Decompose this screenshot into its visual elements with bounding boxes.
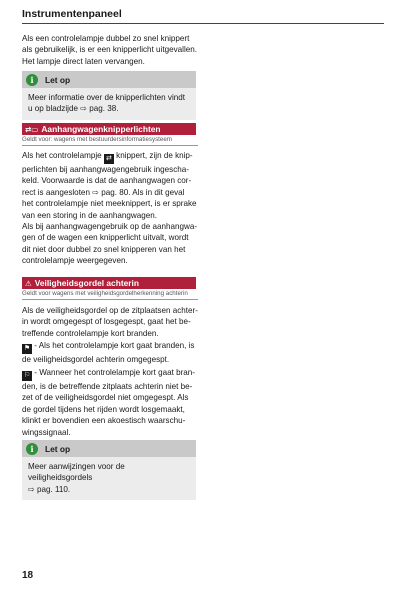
running-head: Instrumentenpaneel (22, 8, 384, 24)
intro-line: Als een controlelampje dubbel zo snel knippert (22, 34, 190, 43)
seatbelt-paragraph-1 (22, 305, 198, 339)
text-line: van een storing in de aanhangwagen. (22, 210, 158, 220)
info-icon: i (26, 443, 38, 455)
text-line: Als bij aanhangwagengebruik op de aanhangwa- (22, 222, 198, 231)
text-fragment: knippert, zijn de knip- (116, 151, 193, 160)
text-line: wingssignaal. (22, 427, 71, 437)
text-line: treffende controlelampje kort branden. (22, 328, 159, 338)
applies-to-note: Geldt voor: wagens met bestuurdersinformatiesysteem (22, 136, 198, 146)
seatbelt-fastened-icon: ⚑ (23, 345, 31, 352)
text-line: zet of de veiligheidsgordel niet omgegespt. Als (22, 393, 189, 403)
section-title: Veiligheidsgordel achterin (34, 278, 139, 288)
note-line: Meer informatie over de knipperlichten vindt (28, 93, 186, 102)
section-heading-seatbelt (22, 277, 196, 289)
text-line: perlichten bij aanhangwagengebruik ingescha- (22, 165, 189, 174)
section-heading-trailer (22, 123, 196, 135)
note-header (22, 71, 196, 88)
trailer-icon: ⇄▭ (25, 124, 39, 134)
note-body (22, 88, 196, 120)
text-line: gen of de wagen een knipperlicht uitvalt, wordt (22, 233, 189, 243)
text-line: het controlelampje niet meeknippert, is er sprake (22, 199, 197, 209)
seatbelt-icon: ⚠ (25, 278, 32, 288)
trailer-paragraph-1 (22, 150, 198, 221)
note-title: Let op (45, 443, 71, 454)
text-line: rect is aangesloten ⇨ pag. 80. Als in dit geval (22, 187, 185, 197)
note-line[interactable]: u op bladzijde ⇨ pag. 38. (28, 104, 119, 114)
text-line: klinkt er bovendien een akoestisch waarschu- (22, 416, 186, 426)
text-line: in wordt omgegespt of losgegespt, gaat het be- (22, 317, 191, 327)
text-line: den, is de betreffende zitplaats achterin niet be- (22, 382, 193, 391)
text-line: controlelampje weergegeven. (22, 256, 128, 266)
text-line: Als de veiligheidsgordel op de zitplaatsen achter- (22, 306, 198, 315)
seatbelt-paragraph-2 (22, 340, 198, 365)
note-box (22, 71, 196, 120)
trailer-indicator-icon: ⇄ (104, 154, 114, 164)
intro-paragraph (22, 33, 198, 67)
intro-line: als gebruikelijk, is er een knipperlicht uitgevallen. (22, 45, 198, 55)
seatbelt-paragraph-3 (22, 367, 198, 438)
section-title: Aanhangwagenknipperlichten (41, 124, 161, 134)
note-title: Let op (45, 74, 71, 85)
text-fragment: - Als het controlelampje kort gaat branden, is (34, 341, 195, 350)
note-header (22, 440, 196, 457)
note-box (22, 440, 196, 500)
text-fragment: - Wanneer het controlelampje kort gaat bran- (34, 368, 196, 377)
text-line: de gordel tijdens het rijden wordt losgemaakt, (22, 404, 185, 414)
intro-line: Het lampje direct laten vervangen. (22, 56, 145, 66)
note-body (22, 457, 196, 500)
info-icon: i (26, 74, 38, 86)
note-line: Meer aanwijzingen voor de veiligheidsgordels (28, 462, 125, 483)
text-line: de veiligheidsgordel achterin omgegespt. (22, 355, 170, 364)
applies-to-note: Geldt voor wagens met veiligheidsgordelherkenning achterin (22, 290, 198, 300)
page-number: 18 (22, 570, 34, 581)
note-line[interactable]: ⇨ pag. 110. (28, 484, 71, 494)
text-line: dit niet door dubbel zo snel knipperen van het (22, 244, 186, 254)
seatbelt-unfastened-icon: ⚐ (23, 372, 31, 379)
text-line: keld. Voorwaarde is dat de aanhangwagen cor- (22, 176, 192, 186)
trailer-paragraph-2 (22, 221, 198, 267)
text-fragment: Als het controlelampje (22, 151, 102, 160)
